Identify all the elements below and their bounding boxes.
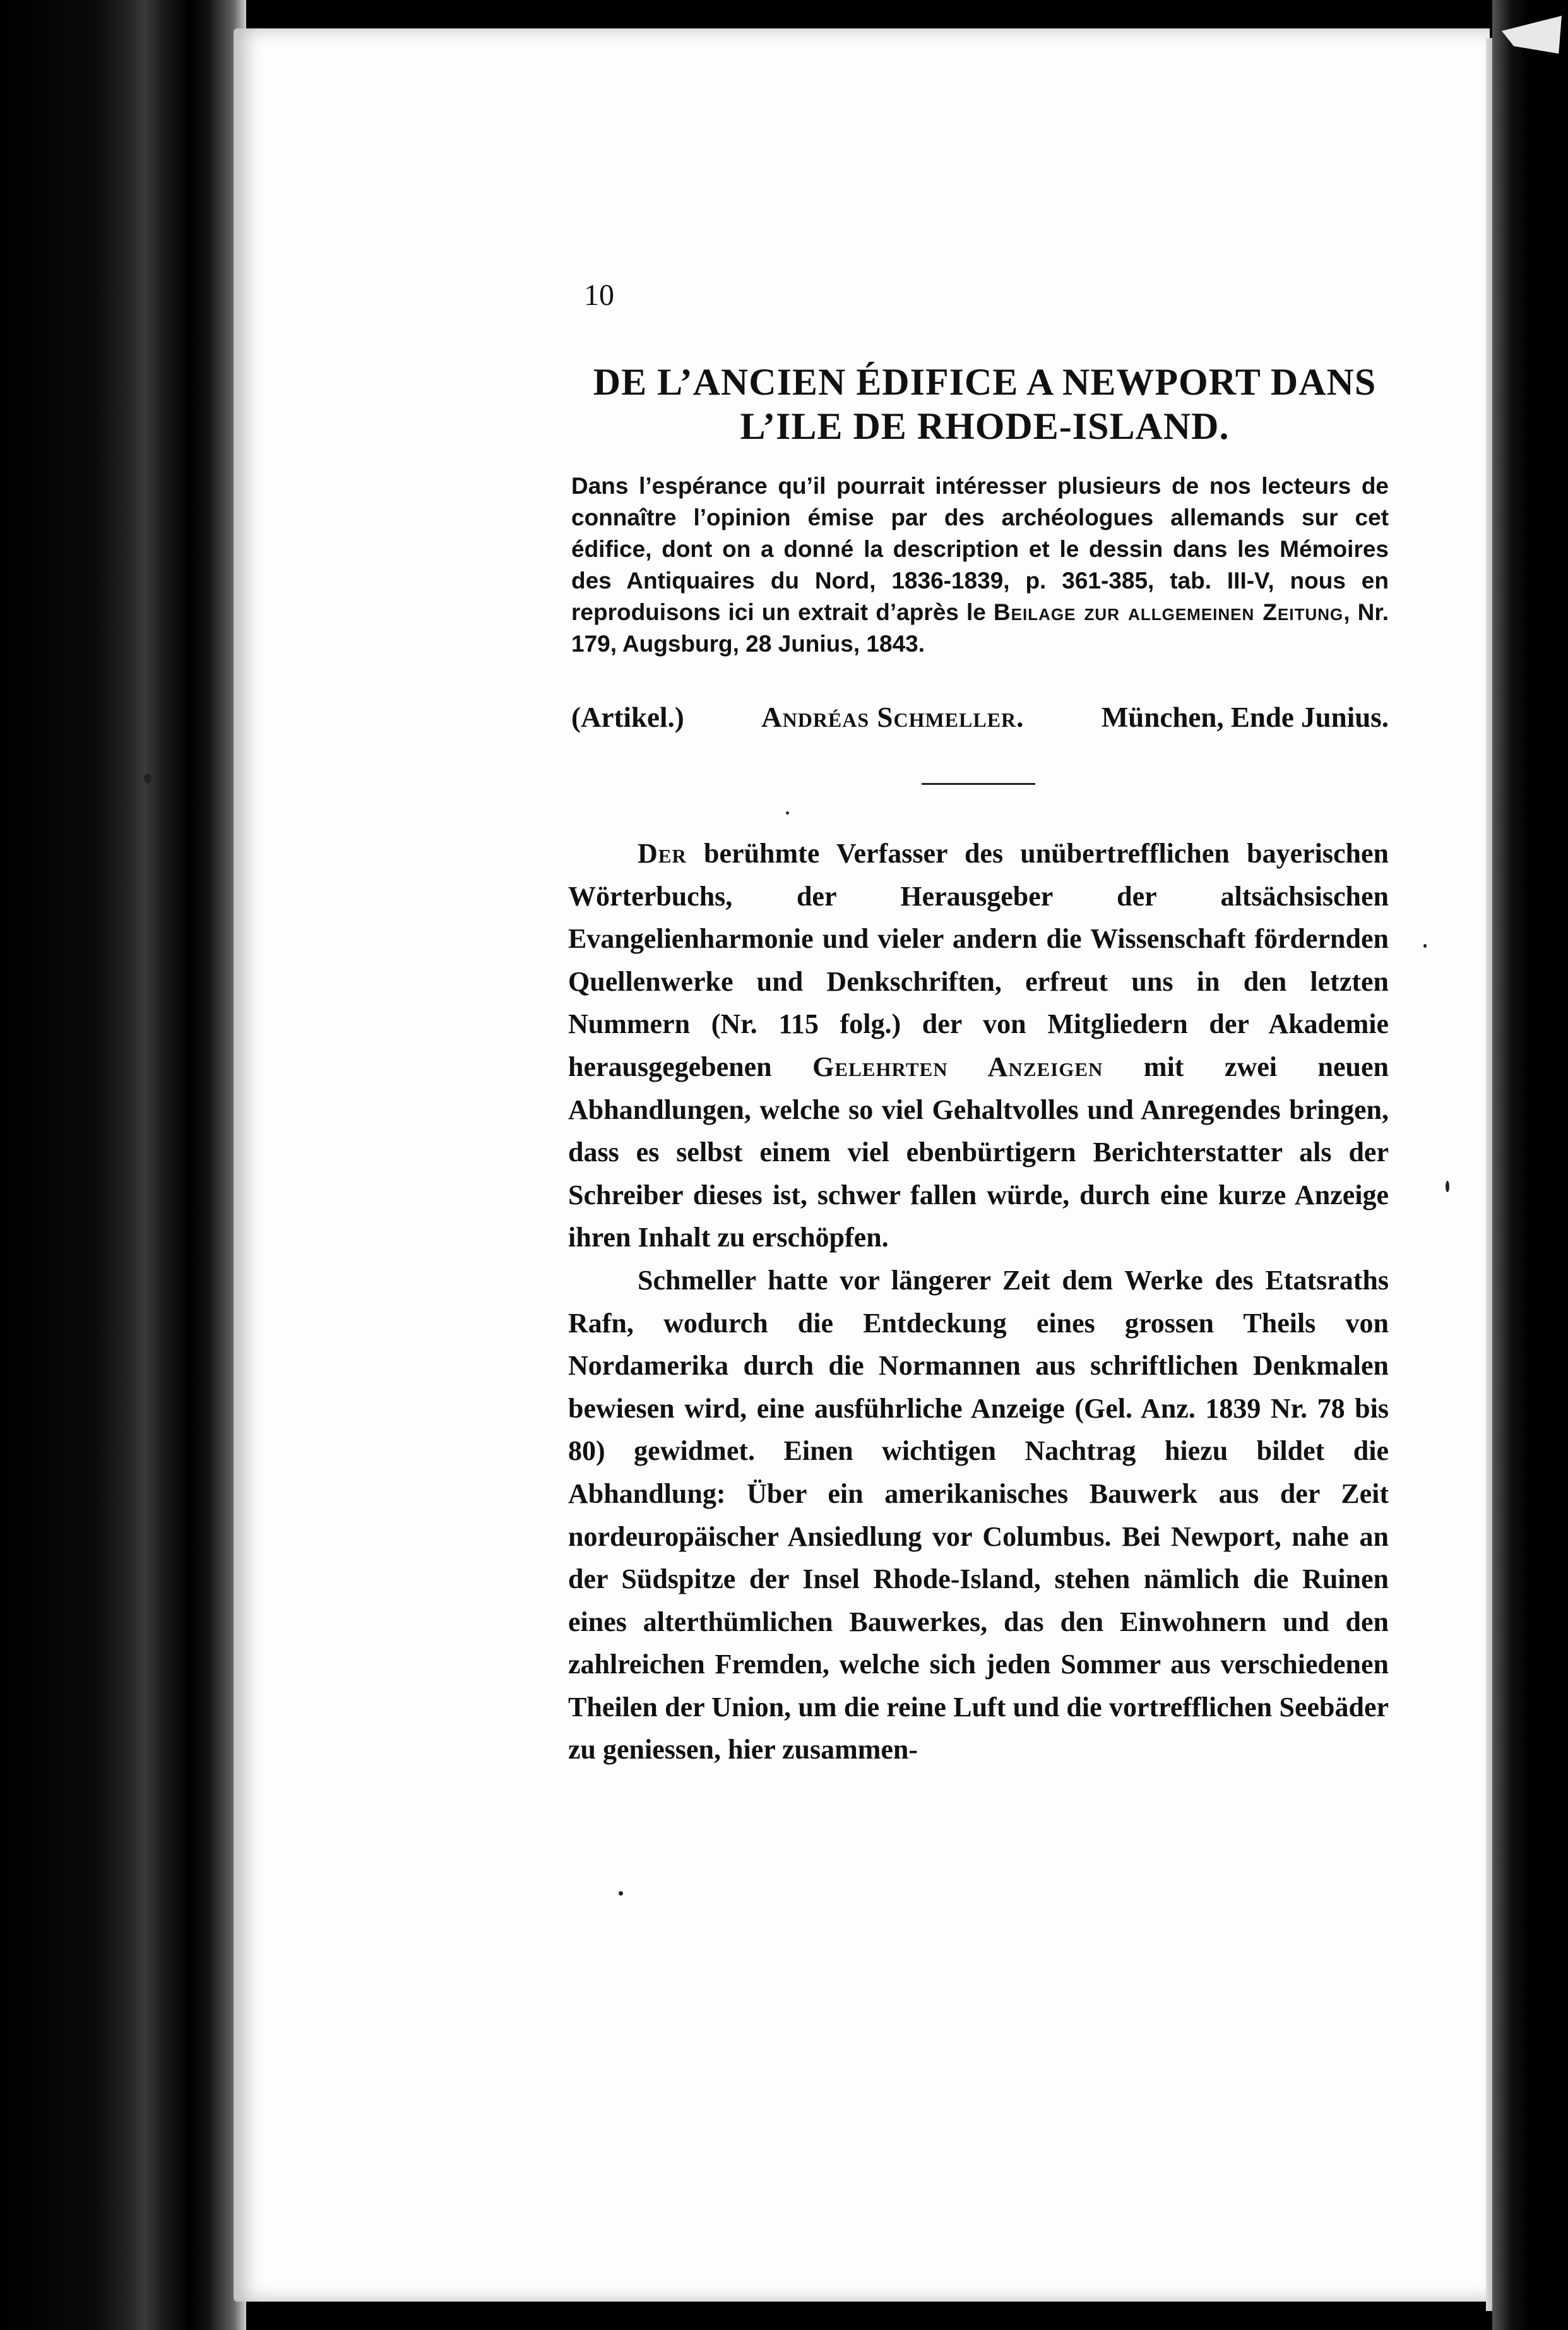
page-number: 10 — [584, 278, 614, 312]
paragraph-lead-word: Der — [638, 838, 687, 869]
speck — [619, 1891, 623, 1896]
article-body — [568, 832, 1389, 1771]
scan-frame-left — [0, 0, 246, 2330]
byline-artikel: (Artikel.) — [571, 702, 684, 733]
speck — [1423, 944, 1427, 948]
scan-frame-right — [1492, 0, 1568, 2330]
title-line-1: DE L’ANCIEN ÉDIFICE A NEWPORT DANS — [593, 361, 1377, 403]
speck — [1446, 1181, 1449, 1192]
intro-paragraph — [571, 470, 1389, 660]
intro-source-title: Beilage zur allgemeinen Zeitung — [993, 599, 1344, 625]
byline-author: Andréas Schmeller. — [761, 702, 1025, 733]
byline — [571, 701, 1389, 734]
intro-text-2: , Nr. 179, Augsburg, 28 Junius, 1843. — [571, 599, 1389, 657]
speck — [144, 774, 151, 784]
byline-place-date: München, Ende Junius. — [1101, 702, 1389, 733]
body-paragraph-1 — [568, 832, 1389, 1259]
intro-text-1: Dans l’espérance qu’il pourrait intéresser plusieurs de nos lecteurs de connaître l’opinion émise par des archéologues allemands sur cet édifice, dont on a donné la description et le dessin dans les Mémoires des Antiquaires du Nord, 1836-1839, p. 361-385, tab. III-V, nous en reproduisons ici un extrait d’après le — [571, 473, 1389, 625]
title-line-2: L’ILE DE RHODE-ISLAND. — [740, 405, 1230, 447]
para1-text-1: berühmte Verfasser des unübertrefflichen bayerischen Wörterbuchs, der Herausgeber der altsächsischen Evangelienharmonie und vieler andern die Wissenschaft fördernden Quellenwerke und Denkschriften, erfreut uns in den letzten Nummern (Nr. 115 folg.) der von Mitgliedern der Akademie herausgegebenen — [568, 838, 1389, 1082]
para1-text-2: mit zwei neuen Abhandlungen, welche so viel Gehaltvolles und Anregendes bringen, dass es selbst einem viel ebenbürtigern Berichterstatter als der Schreiber dieses ist, schwer fallen würde, durch eine kurze Anzeige ihren Inhalt zu erschöpfen. — [568, 1051, 1389, 1253]
article-title — [578, 360, 1392, 448]
body-paragraph-2: Schmeller hatte vor längerer Zeit dem Werke des Etatsraths Rafn, wodurch die Entdeckung eines grossen Theils von Nordamerika durch die Normannen aus schriftlichen Denkmalen bewiesen wird, eine ausführliche Anzeige (Gel. Anz. 1839 Nr. 78 bis 80) gewidmet. Einen wichtigen Nachtrag hiezu bildet die Abhandlung: Über ein amerikanisches Bauwerk aus der Zeit nordeuropäischer Ansiedlung vor Columbus. Bei Newport, nahe an der Südspitze der Insel Rhode-Island, stehen nämlich die Ruinen eines alterthümlichen Bauwerkes, das den Einwohnern und den zahlreichen Fremden, welche sich jeden Sommer aus verschiedenen Theilen der Union, um die reine Luft und die vortrefflichen Seebäder zu geniessen, hier zusammen- — [568, 1264, 1389, 1765]
section-divider — [922, 783, 1035, 785]
speck — [786, 811, 789, 815]
journal-title: Gelehrten Anzeigen — [812, 1051, 1103, 1082]
